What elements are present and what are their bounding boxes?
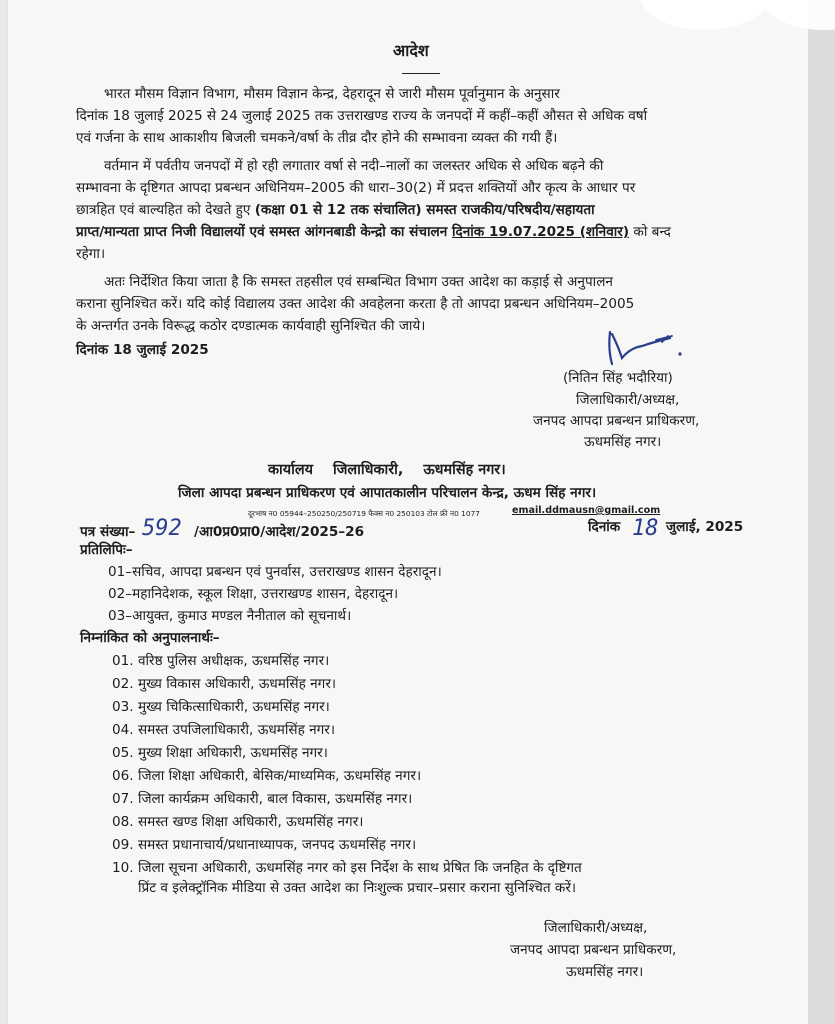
compliance-item: 05. मुख्य शिक्षा अधिकारी, ऊधमसिंह नगर। xyxy=(112,745,328,761)
compliance-item: 02. मुख्य विकास अधिकारी, ऊधमसिंह नगर। xyxy=(112,676,337,692)
paragraph-3-line-3: के अन्तर्गत उनके विरूद्ध कठोर दण्डात्मक कार्यवाही सुनिश्चित की जाये। xyxy=(76,318,426,334)
signatory-name: (नितिन सिंह भदौरिया) xyxy=(563,370,673,386)
paragraph-1-line-3: एवं गर्जना के साथ आकाशीय बिजली चमकने/वर्षा के तीव्र दौर होने की सम्भावना व्यक्त की गयी हैं। xyxy=(76,130,558,146)
paragraph-1-line-2: दिनांक 18 जुलाई 2025 से 24 जुलाई 2025 तक उत्तराखण्ड राज्य के जनपदों में कहीं–कहीं औसत से अधिक वर्षा xyxy=(76,108,648,124)
bold-text-span: (कक्षा 01 से 12 तक संचालित) समस्त राजकीय/परिषदीय/सहायता xyxy=(254,202,595,218)
paragraph-2-line-1: वर्तमान में पर्वतीय जनपदों में हो रही लगातार वर्षा से नदी–नालों का जलस्तर अधिक से अधिक बढ़ने की xyxy=(104,158,604,174)
letter-date-handwritten: 18 xyxy=(632,516,659,541)
compliance-item: 08. समस्त खण्ड शिक्षा अधिकारी, ऊधमसिंह नगर। xyxy=(112,814,364,830)
copy-to-label: प्रतिलिपिः– xyxy=(80,542,133,558)
compliance-item: 07. जिला कार्यक्रम अधिकारी, बाल विकास, ऊधमसिंह नगर। xyxy=(112,791,413,807)
copy-item: 01–सचिव, आपदा प्रबन्धन एवं पुनर्वास, उत्तराखण्ड शासन देहरादून। xyxy=(108,564,442,580)
letter-date-rest: जुलाई, 2025 xyxy=(666,519,744,535)
letter-number-handwritten: 592 xyxy=(142,516,182,541)
closure-date: दिनांक 19.07.2025 (शनिवार) xyxy=(451,224,630,240)
contact-numbers: दूरभाष न0 05944–250250/250719 फैक्स न0 250103 टोल फ्री न0 1077 xyxy=(248,509,480,518)
compliance-item: 01. वरिष्ठ पुलिस अधीक्षक, ऊधमसिंह नगर। xyxy=(112,653,330,669)
signatory-designation: जिलाधिकारी/अध्यक्ष, xyxy=(544,920,648,936)
compliance-item-continued: प्रिंट व इलेक्ट्रॉनिक मीडिया से उक्त आदेश का निःशुल्क प्रचार–प्रसार कराना सुनिश्चित करें। xyxy=(138,880,577,896)
copy-item: 03–आयुक्त, कुमाउ मण्डल नैनीताल को सूचनार्थ। xyxy=(108,608,352,624)
signatory-district: ऊधमसिंह नगर। xyxy=(566,964,644,980)
text-span: को बन्द xyxy=(629,224,671,240)
text-span: छात्रहित एवं बाल्यहित को देखते हुए xyxy=(76,202,255,218)
compliance-item: 09. समस्त प्रधानाचार्य/प्रधानाध्यापक, जनपद ऊधमसिंह नगर। xyxy=(112,837,417,853)
office-subheading: जिला आपदा प्रबन्धन प्राधिकरण एवं आपातकालीन परिचालन केन्द्र, ऊधम सिंह नगर। xyxy=(178,485,597,501)
paragraph-3-line-2: कराना सुनिश्चित करें। यदि कोई विद्यालय उक्त आदेश की अवहेलना करता है तो आपदा प्रबन्धन अधिनियम–2005 xyxy=(76,296,635,312)
compliance-item: 03. मुख्य चिकित्साधिकारी, ऊधमसिंह नगर। xyxy=(112,699,330,715)
paragraph-2-line-2: सम्भावना के दृष्टिगत आपदा प्रबन्धन अधिनियम–2005 की धारा–30(2) में प्रदत्त शक्तियों और कृत्य के आधार पर xyxy=(76,180,636,196)
paragraph-1-line-1: भारत मौसम विज्ञान विभाग, मौसम विज्ञान केन्द्र, देहरादून से जारी मौसम पूर्वानुमान के अनुसार xyxy=(104,86,560,102)
letter-number-rest: /आ0प्र0प्रा0/आदेश/2025–26 xyxy=(194,524,365,540)
signatory-designation: जिलाधिकारी/अध्यक्ष, xyxy=(576,392,680,408)
signature-icon xyxy=(596,328,692,368)
signatory-authority: जनपद आपदा प्रबन्धन प्राधिकरण, xyxy=(533,413,700,429)
paragraph-2-line-5: रहेगा। xyxy=(76,246,106,262)
paragraph-3-line-1: अतः निर्देशित किया जाता है कि समस्त तहसील एवं सम्बन्धित विभाग उक्त आदेश का कड़ाई से अनुपालन xyxy=(104,274,613,290)
letter-date-label: दिनांक xyxy=(588,519,621,535)
compliance-label: निम्नांकित को अनुपालनार्थः– xyxy=(80,630,220,646)
title-underline xyxy=(402,73,440,74)
paragraph-2-line-3 xyxy=(76,200,595,222)
document-title: आदेश xyxy=(393,41,429,60)
compliance-item: 10. जिला सूचना अधिकारी, ऊधमसिंह नगर को इस निर्देश के साथ प्रेषित कि जनहित के दृष्टिगत xyxy=(112,860,582,876)
office-heading: कार्यालय जिलाधिकारी, ऊधमसिंह नगर। xyxy=(268,462,506,478)
bold-text-span: प्राप्त/मान्यता प्राप्त निजी विद्यालयों एवं समस्त आंगनबाडी केन्द्रो का संचालन xyxy=(76,224,452,240)
letter-number-label: पत्र संख्या– xyxy=(80,524,136,540)
paragraph-2-line-4 xyxy=(76,222,671,244)
signatory-district: ऊधमसिंह नगर। xyxy=(584,434,662,450)
compliance-item: 06. जिला शिक्षा अधिकारी, बेसिक/माध्यमिक, ऊधमसिंह नगर। xyxy=(112,768,422,784)
office-email: email.ddmausn@gmail.com xyxy=(512,505,661,516)
signatory-authority: जनपद आपदा प्रबन्धन प्राधिकरण, xyxy=(510,942,677,958)
compliance-item: 04. समस्त उपजिलाधिकारी, ऊधमसिंह नगर। xyxy=(112,722,336,738)
order-date: दिनांक 18 जुलाई 2025 xyxy=(76,342,209,358)
copy-item: 02–महानिदेशक, स्कूल शिक्षा, उत्तराखण्ड शासन, देहरादून। xyxy=(108,586,399,602)
